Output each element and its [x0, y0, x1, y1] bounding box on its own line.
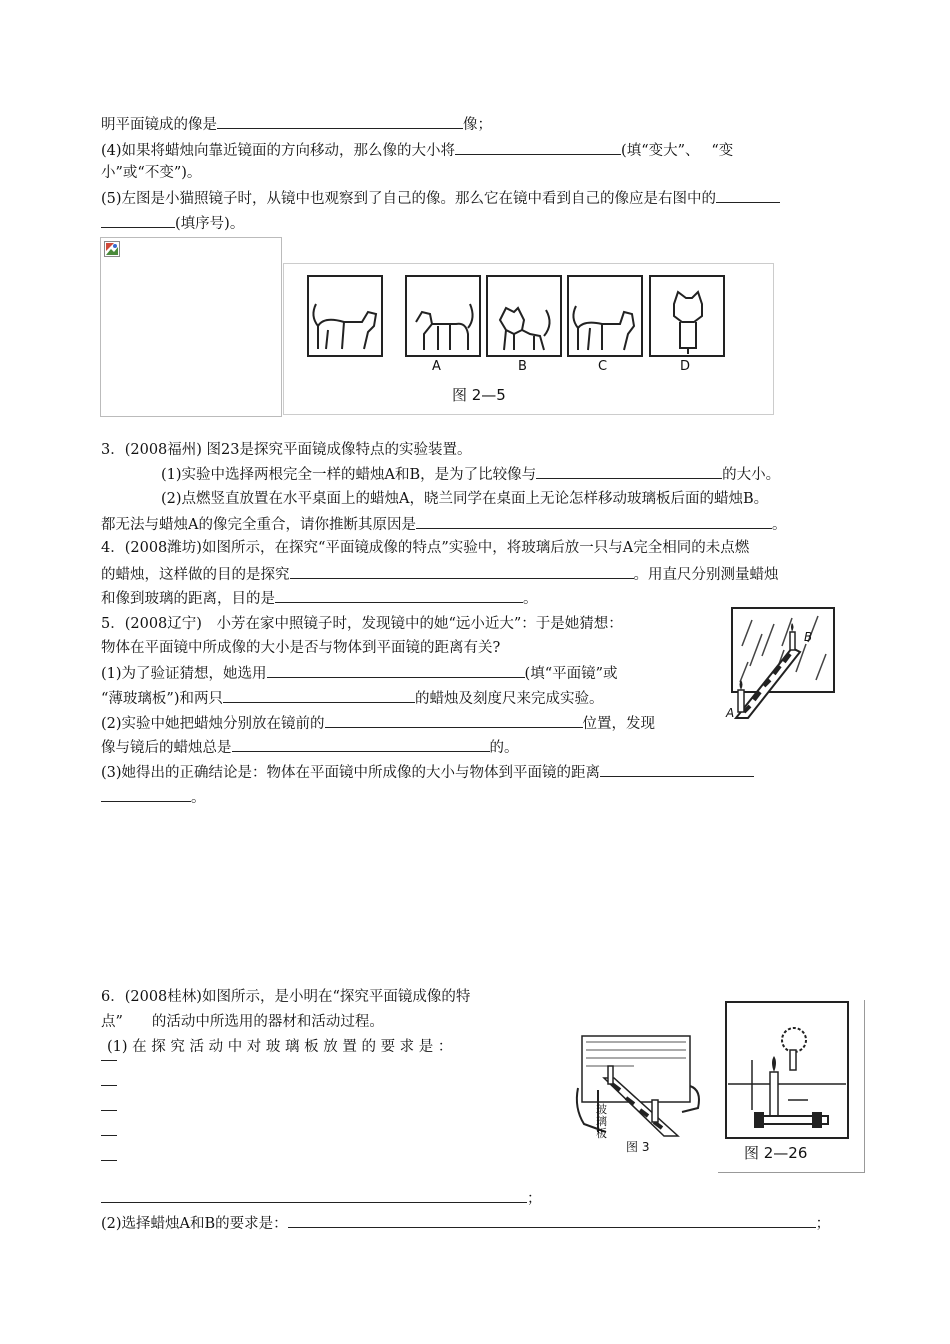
- answer-blank[interactable]: [101, 1135, 117, 1136]
- answer-blank[interactable]: [101, 213, 175, 228]
- q2-line-d: (5)左图是小猫照镜子时，从镜中也观察到了自己的像。那么它在镜中看到自己的像应是右图中的: [101, 188, 780, 209]
- answer-blank[interactable]: [101, 1085, 117, 1086]
- answer-blank[interactable]: [101, 1160, 117, 1161]
- figure-2-26-caption: 图 2—26: [744, 1144, 808, 1162]
- answer-blank[interactable]: [101, 787, 191, 802]
- answer-blank[interactable]: [232, 737, 490, 752]
- answer-blank[interactable]: [455, 140, 621, 155]
- q6-line-c: (1) 在 探 究 活 动 中 对 玻 璃 板 放 置 的 要 求 是 ：: [107, 1039, 453, 1055]
- q5-line-g: (3)她得出的正确结论是：物体在平面镜中所成像的大小与物体到平面镜的距离: [101, 762, 754, 783]
- q5-line-c: (1)为了验证猜想，她选用 (填“平面镜”或: [101, 663, 618, 684]
- option-b-label: B: [518, 359, 527, 374]
- q6-line-b: 点” 的活动中所选用的器材和活动过程。: [101, 1014, 384, 1030]
- q3-line-a: 3．(2008福州) 图23是探究平面镜成像特点的实验装置。: [101, 442, 472, 458]
- answer-blank[interactable]: [223, 688, 415, 703]
- option-a-label: A: [432, 359, 441, 374]
- answer-blank[interactable]: [101, 1188, 527, 1203]
- cat-figure-drawing: [284, 264, 773, 414]
- q2-line-a: 明平面镜成的像是 像；: [101, 114, 492, 135]
- option-c-label: C: [598, 359, 608, 374]
- q6-line-d: ；: [101, 1188, 542, 1209]
- answer-blank[interactable]: [217, 114, 463, 129]
- q3-line-d: 都无法与蜡烛A的像完全重合，请你推断其原因是 。: [101, 514, 786, 535]
- q5-line-a: 5．(2008辽宁) 小芳在家中照镜子时，发现镜中的她“远小近大”：于是她猜想：: [101, 616, 623, 632]
- figure-caption: 图 2—5: [452, 386, 506, 404]
- q4-line-c: 和像到玻璃的距离，目的是 。: [101, 588, 538, 609]
- answer-blank[interactable]: [416, 514, 772, 529]
- q5-mirror-figure: [722, 606, 838, 732]
- q4-line-a: 4．(2008潍坊)如图所示，在探究“平面镜成像的特点”实验中，将玻璃后放一只与A完全相同的未点燃: [101, 540, 750, 556]
- q5-line-f: 像与镜后的蜡烛总是 的。: [101, 737, 519, 758]
- answer-blank[interactable]: [600, 762, 754, 777]
- answer-blank[interactable]: [536, 464, 722, 479]
- figure-3: [574, 1028, 710, 1160]
- answer-blank[interactable]: [267, 663, 525, 678]
- q6-line-e: (2)选择蜡烛A和B的要求是： ；: [101, 1213, 830, 1234]
- answer-blank[interactable]: [101, 1060, 117, 1061]
- answer-blank[interactable]: [325, 713, 583, 728]
- answer-blank[interactable]: [290, 564, 634, 579]
- q5-line-h: 。: [101, 787, 206, 808]
- figure-2-26: [718, 1000, 865, 1173]
- broken-image-placeholder: [100, 237, 282, 417]
- glass-plate-label: 玻璃板: [596, 1103, 607, 1140]
- answer-blank[interactable]: [716, 188, 780, 203]
- q3-line-b: (1)实验中选择两根完全一样的蜡烛A和B，是为了比较像与 的大小。: [161, 464, 780, 485]
- answer-blank[interactable]: [275, 588, 523, 603]
- answer-blank[interactable]: [101, 1110, 117, 1111]
- q6-line-a: 6．(2008桂林)如图所示，是小明在“探究平面镜成像的特: [101, 989, 471, 1005]
- q3-line-c: (2)点燃竖直放置在水平桌面上的蜡烛A，晓兰同学在桌面上无论怎样移动玻璃板后面的蜡烛B。: [161, 491, 769, 507]
- q5-line-b: 物体在平面镜中所成像的大小是否与物体到平面镜的距离有关?: [101, 640, 501, 656]
- figure-2-5: [283, 263, 774, 415]
- candle-b-label: B: [804, 630, 813, 644]
- figure-3-caption: 图 3: [626, 1140, 650, 1154]
- q5-line-d: “薄玻璃板”)和两只 的蜡烛及刻度尺来完成实验。: [101, 688, 603, 709]
- mirror-candle-drawing: [722, 606, 838, 732]
- answer-blank[interactable]: [288, 1213, 816, 1228]
- q2-line-c: 小”或“不变”)。: [101, 165, 202, 181]
- q4-line-b: 的蜡烛，这样做的目的是探究 。用直尺分别测量蜡烛: [101, 564, 779, 585]
- q2-line-b: (4)如果将蜡烛向靠近镜面的方向移动，那么像的大小将 (填“变大”、 “变: [101, 140, 733, 161]
- broken-image-icon: [104, 241, 120, 257]
- option-d-label: D: [680, 359, 691, 374]
- q2-line-e: (填序号)。: [101, 213, 244, 234]
- q5-line-e: (2)实验中她把蜡烛分别放在镜前的 位置，发现: [101, 713, 655, 734]
- candle-a-label: A: [726, 706, 735, 720]
